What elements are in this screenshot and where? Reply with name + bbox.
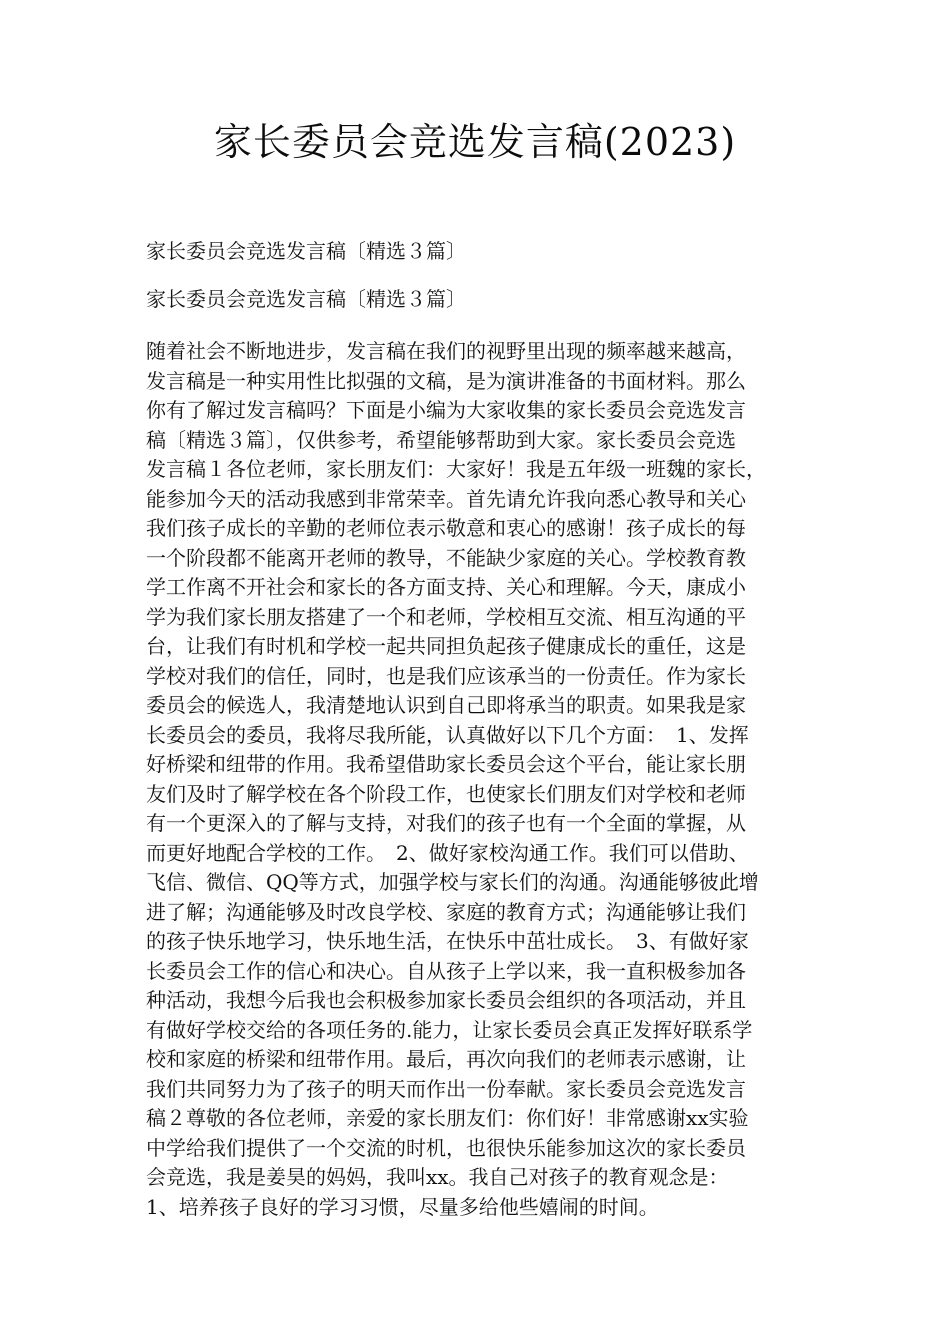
body-line: 稿〔精选３篇〕，仅供参考，希望能够帮助到大家。家长委员会竞选: [146, 427, 736, 452]
body-line: 中学给我们提供了一个交流的时机，也很快乐能参加这次的家长委员: [146, 1135, 746, 1160]
body-line: 长委员会的委员，我将尽我所能，认真做好以下几个方面： 1、发挥: [146, 722, 749, 747]
body-line: 委员会的候选人，我清楚地认识到自己即将承当的职责。如果我是家: [146, 693, 746, 717]
document-subtitle: 家长委员会竞选发言稿〔精选３篇〕: [146, 239, 466, 263]
body-line: 学为我们家长朋友搭建了一个和老师，学校相互交流、相互沟通的平: [146, 604, 746, 629]
body-line: 好桥梁和纽带的作用。我希望借助家长委员会这个平台，能让家长朋: [146, 752, 746, 776]
body-line: 我们孩子成长的辛勤的老师位表示敬意和衷心的感谢！孩子成长的每: [146, 516, 746, 540]
body-line: 校和家庭的桥梁和纽带作用。最后，再次向我们的老师表示感谢，让: [146, 1047, 746, 1071]
body-line: 会竞选，我是姜昊的妈妈，我叫xx。我自己对孩子的教育观念是：: [146, 1165, 729, 1189]
body-line: 有做好学校交给的各项任务的.能力，让家长委员会真正发挥好联系学: [146, 1017, 753, 1042]
body-line: 有一个更深入的了解与支持，对我们的孩子也有一个全面的掌握，从: [146, 811, 746, 835]
body-line: 一个阶段都不能离开老师的教导，不能缺少家庭的关心。学校教育教: [146, 545, 746, 570]
body-line: 种活动，我想今后我也会积极参加家长委员会组织的各项活动，并且: [146, 988, 746, 1012]
body-line: 随着社会不断地进步，发言稿在我们的视野里出现的频率越来越高，: [146, 339, 746, 363]
body-line: 飞信、微信、QQ等方式，加强学校与家长们的沟通。沟通能够彼此增: [146, 870, 759, 894]
body-line: 的孩子快乐地学习，快乐地生活，在快乐中茁壮成长。 3、有做好家: [146, 929, 749, 953]
body-line: 你有了解过发言稿吗？下面是小编为大家收集的家长委员会竞选发言: [146, 398, 746, 422]
body-line: 台，让我们有时机和学校一起共同担负起孩子健康成长的重任，这是: [146, 634, 746, 658]
document-subtitle-repeat: 家长委员会竞选发言稿〔精选３篇〕: [146, 287, 466, 311]
body-line: 1、培养孩子良好的学习习惯，尽量多给他些嬉闹的时间。: [146, 1194, 659, 1219]
body-line: 能参加今天的活动我感到非常荣幸。首先请允许我向悉心教导和关心: [146, 486, 746, 511]
body-line: 学校对我们的信任，同时，也是我们应该承当的一份责任。作为家长: [146, 663, 746, 688]
body-line: 学工作离不开社会和家长的各方面支持、关心和理解。今天，康成小: [146, 575, 746, 599]
body-line: 而更好地配合学校的工作。 2、做好家校沟通工作。我们可以借助、: [146, 840, 749, 865]
body-line: 进了解；沟通能够及时改良学校、家庭的教育方式；沟通能够让我们: [146, 899, 746, 924]
body-line: 友们及时了解学校在各个阶段工作，也使家长们朋友们对学校和老师: [146, 781, 746, 806]
body-line: 我们共同努力为了孩子的明天而作出一份奉献。家长委员会竞选发言: [146, 1076, 746, 1101]
document-body: [146, 337, 806, 1222]
body-line: 发言稿是一种实用性比拟强的文稿，是为演讲准备的书面材料。那么: [146, 368, 746, 393]
body-line: 稿２尊敬的各位老师，亲爱的家长朋友们：你们好！非常感谢xx实验: [146, 1106, 749, 1130]
document-title: 家长委员会竞选发言稿(2023): [213, 120, 737, 164]
body-line: 发言稿１各位老师，家长朋友们：大家好！我是五年级一班魏的家长，: [146, 457, 766, 481]
body-line: 长委员会工作的信心和决心。自从孩子上学以来，我一直积极参加各: [146, 958, 746, 983]
